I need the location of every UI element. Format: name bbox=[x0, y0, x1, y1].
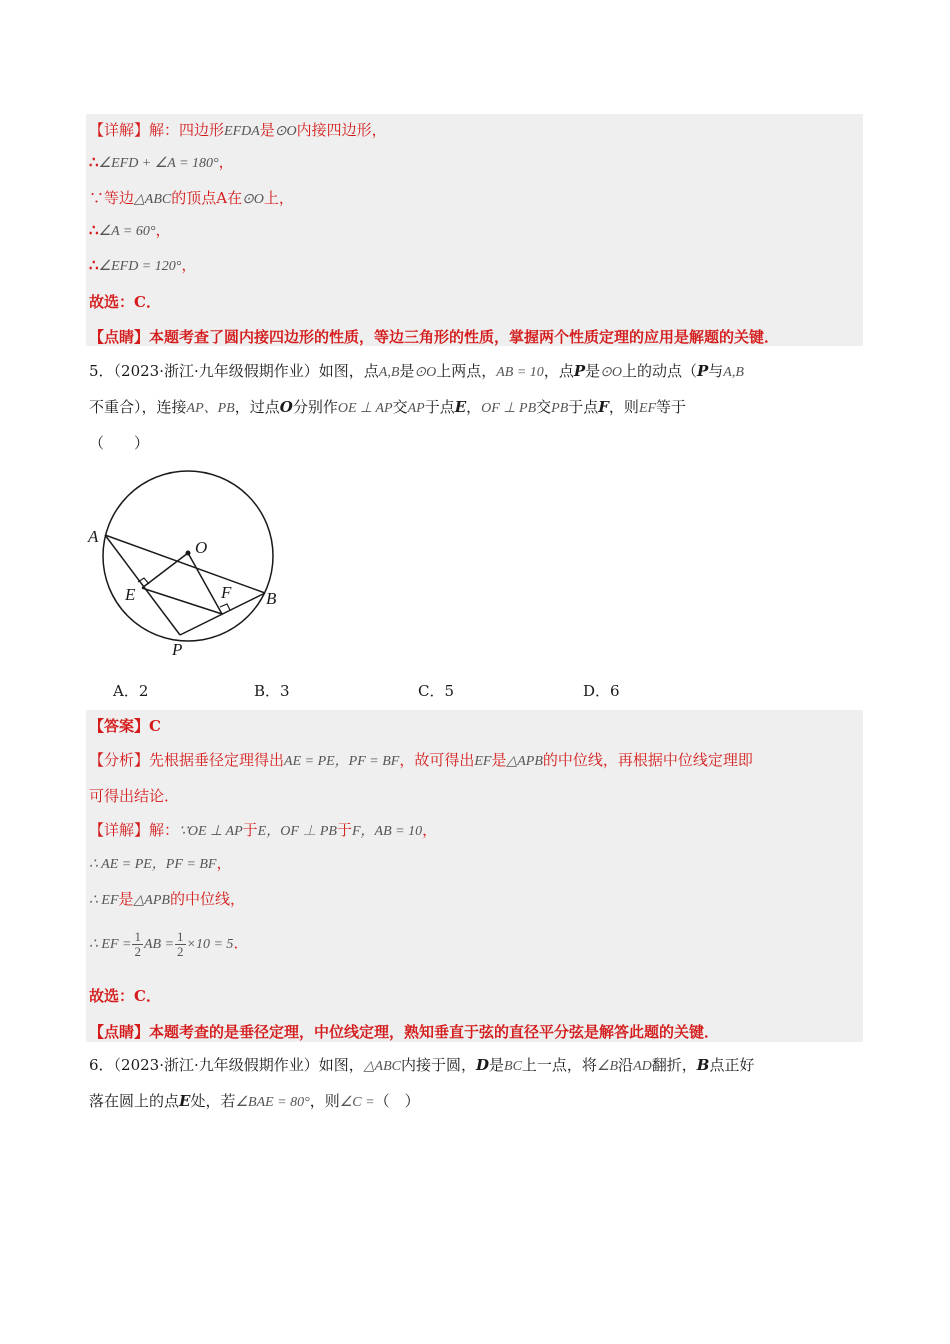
detail-q5-line-4: ∴ EF = $\frac{1}{2}$ AB = $\frac{1}{2}$ ×10 = 5． bbox=[89, 928, 249, 959]
label-f: F bbox=[221, 583, 232, 602]
detail-q5-line-2: ∴ AE = PE，PF = BF， bbox=[89, 854, 232, 872]
option-c[interactable]: C．5 bbox=[418, 682, 455, 700]
analysis-line-1: 【分析】先根据垂径定理得出AE = PE，PF = BF，故可得出EF是△APB的中位线，再根据中位线定理即 bbox=[89, 751, 753, 769]
q6-line-1: 6．（2023·浙江·九年级假期作业）如图，△ABC内接于圆，D是BC上一点，将∠B沿AD翻折，B点正好 bbox=[89, 1056, 755, 1074]
fraction-half-1: $\frac{1}{2}$ bbox=[134, 928, 141, 959]
segment-ap bbox=[105, 535, 180, 635]
q5-line-3: （ ） bbox=[89, 434, 150, 452]
point-o bbox=[186, 551, 191, 556]
option-a[interactable]: A．2 bbox=[113, 682, 149, 700]
answer-line: 【答案】C bbox=[89, 717, 161, 735]
circle-figure bbox=[84, 464, 294, 664]
detail-line-4: ∴∠A = 60°， bbox=[89, 221, 171, 239]
detail-q5-line-3: ∴ EF是△APB的中位线， bbox=[89, 890, 245, 908]
label-e: E bbox=[125, 585, 136, 604]
detail-line-5: ∴∠EFD = 120°， bbox=[89, 256, 197, 274]
selection-line-q5: 故选：C． bbox=[89, 987, 161, 1005]
q5-line-2: 不重合），连接AP、PB，过点O分别作OE ⊥ AP交AP于点E，OF ⊥ PB交PB于点F，则EF等于 bbox=[89, 398, 687, 416]
label-b: B bbox=[266, 589, 277, 608]
note-line-q5: 【点睛】本题考查的是垂径定理，中位线定理，熟知垂直于弦的直径平分弦是解答此题的关键． bbox=[89, 1023, 720, 1041]
detail-q5-line-1: 【详解】解：∵OE ⊥ AP于E，OF ⊥ PB于F，AB = 10， bbox=[89, 821, 438, 839]
q6-line-2: 落在圆上的点E处，若∠BAE = 80°，则∠C =（ ） bbox=[89, 1092, 420, 1110]
detail-line-3: ∵等边△ABC的顶点A在⊙O上， bbox=[89, 189, 294, 207]
selection-line: 故选：C． bbox=[89, 293, 161, 311]
segment-oe bbox=[142, 553, 188, 588]
option-b[interactable]: B．3 bbox=[254, 682, 290, 700]
right-angle-mark-f bbox=[220, 604, 230, 610]
q5-line-1: 5．（2023·浙江·九年级假期作业）如图，点A,B是⊙O上两点，AB = 10，点P是⊙O上的动点（P与A,B bbox=[89, 362, 744, 380]
fraction-half-2: $\frac{1}{2}$ bbox=[177, 928, 184, 959]
detail-line-1: 【详解】解：四边形EFDA是⊙O内接四边形， bbox=[89, 121, 387, 139]
solution-block-q4 bbox=[86, 114, 863, 346]
option-d[interactable]: D．6 bbox=[583, 682, 620, 700]
label-a: A bbox=[88, 527, 99, 546]
note-line: 【点睛】本题考查了圆内接四边形的性质，等边三角形的性质，掌握两个性质定理的应用是解题的关键． bbox=[89, 328, 780, 346]
analysis-line-2: 可得出结论． bbox=[89, 787, 180, 805]
label-o: O bbox=[195, 538, 208, 557]
circle-o bbox=[103, 471, 273, 641]
detail-line-2: ∴∠EFD + ∠A = 180°， bbox=[89, 153, 234, 171]
label-p: P bbox=[172, 640, 183, 659]
